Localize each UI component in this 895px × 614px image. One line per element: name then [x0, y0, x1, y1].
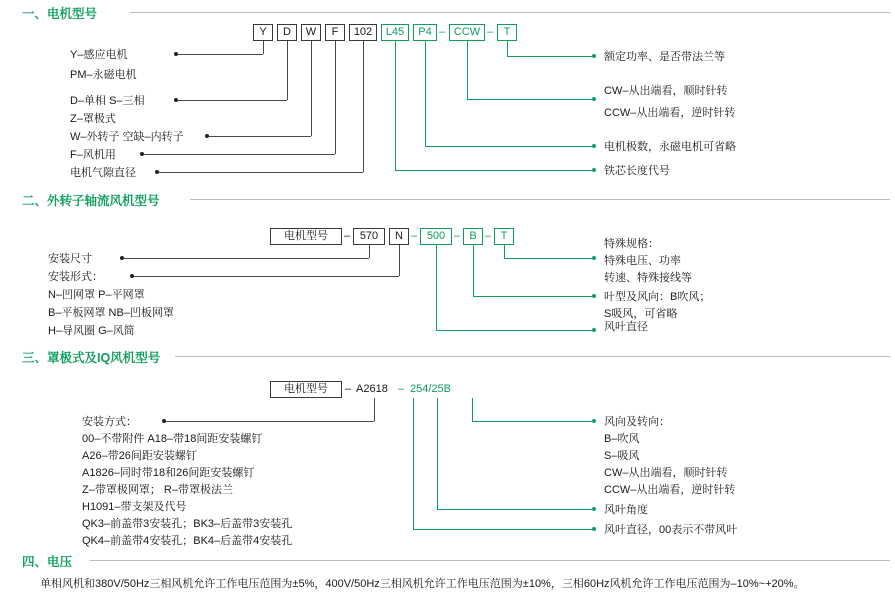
code-box-p4: P4 [413, 24, 437, 41]
code-separator: – [411, 230, 418, 242]
leader-line [369, 245, 370, 258]
leader-dot [592, 507, 596, 511]
s3-left-label-5: H1091–带支架及代号 [82, 501, 187, 513]
section-4-rule [90, 560, 890, 561]
s3-right-label-2: S–吸风 [604, 450, 640, 462]
s2-left-label-4: H–导风圈 G–风简 [48, 325, 135, 337]
code-separator: – [454, 230, 461, 242]
leader-line [159, 172, 363, 173]
code-box-d: D [277, 24, 297, 41]
leader-line [209, 136, 311, 137]
leader-line [178, 54, 263, 55]
code-box-l45: L45 [381, 24, 409, 41]
code-box-w: W [301, 24, 321, 41]
code-box-500: 500 [420, 228, 452, 245]
s2-left-label-3: B–平板网罩 NB–凹板网罩 [48, 307, 174, 319]
leader-line [124, 258, 369, 259]
leader-line [399, 245, 400, 276]
section-3-rule [175, 356, 890, 357]
code-separator-2: – [487, 26, 494, 38]
section-1-title: 一、电机型号 [22, 7, 98, 21]
section-4-title: 四、电压 [22, 555, 73, 569]
s2-left-label-2: N–凹网罩 P–平网罩 [48, 289, 145, 301]
leader-line [473, 296, 592, 297]
s2-right-label-5: 风叶直径 [604, 321, 648, 333]
code-box-t: T [497, 24, 517, 41]
s3-left-label-0: 安装方式： [82, 416, 137, 428]
leader-line [507, 56, 592, 57]
leader-dot [592, 419, 596, 423]
leader-line [395, 41, 396, 170]
leader-dot [592, 97, 596, 101]
code-separator: – [485, 230, 492, 242]
leader-line [363, 41, 364, 172]
leader-line [413, 398, 414, 529]
section-2-rule [190, 199, 890, 200]
section-2-title: 二、外转子轴流风机型号 [22, 194, 160, 208]
s1-left-label-1: PM–永磁电机 [70, 69, 137, 81]
leader-line [472, 398, 473, 421]
section-1-rule [130, 12, 890, 13]
s3-left-label-6: QK3–前盖带3安装孔；BK3–后盖带3安装孔 [82, 518, 293, 530]
s3-left-label-7: QK4–前盖带4安装孔；BK4–后盖带4安装孔 [82, 535, 293, 547]
code-box-t2: T [494, 228, 514, 245]
s1-left-label-2: D–单相 S–三相 [70, 95, 145, 107]
s2-right-label-1: 特殊电压、功率 [604, 255, 681, 267]
leader-dot [592, 294, 596, 298]
code-box-y: Y [253, 24, 273, 41]
leader-dot [592, 54, 596, 58]
leader-line [413, 529, 592, 530]
leader-line [507, 41, 508, 56]
leader-line [178, 100, 287, 101]
leader-dot [592, 527, 596, 531]
s1-left-label-3: Z–罩极式 [70, 113, 116, 125]
s3-left-label-1: 00–不带附件 A18–带18间距安装螺钉 [82, 433, 263, 445]
s3-right-label-0: 风向及转向： [604, 416, 670, 428]
s3-left-label-3: A1826–同时带18和26间距安装螺钉 [82, 467, 255, 479]
s2-right-label-2: 转速、特殊接线等 [604, 272, 692, 284]
code-box-motor-model-3: 电机型号 [270, 381, 342, 398]
leader-line [467, 41, 468, 99]
leader-line [311, 41, 312, 136]
s3-left-label-4: Z–带罩极网罩； R–带罩极法兰 [82, 484, 233, 496]
s1-right-label-3: 电机极数，永磁电机可省略 [604, 141, 736, 153]
leader-line [436, 245, 437, 330]
s1-left-label-6: 电机气隙直径 [70, 167, 136, 179]
code-box-b: B [463, 228, 483, 245]
leader-line [437, 509, 592, 510]
code-text-a2618: A2618 [356, 383, 388, 395]
leader-dot [592, 144, 596, 148]
code-box-102: 102 [349, 24, 377, 41]
leader-line [134, 276, 399, 277]
code-separator: – [344, 230, 351, 242]
s1-right-label-4: 铁芯长度代号 [604, 165, 670, 177]
leader-line [287, 41, 288, 100]
leader-line [472, 421, 592, 422]
s2-right-label-4: S吸风，可省略 [604, 308, 678, 320]
code-text-254-25b: 254/25B [410, 383, 451, 395]
leader-line [504, 258, 592, 259]
code-separator: – [345, 383, 352, 395]
code-box-f: F [325, 24, 345, 41]
leader-line [395, 170, 592, 171]
leader-line [473, 245, 474, 296]
s2-right-label-3: 叶型及风向：B吹风； [604, 291, 711, 303]
leader-line [374, 398, 375, 421]
s3-left-label-2: A26–带26间距安装螺钉 [82, 450, 197, 462]
code-box-570: 570 [353, 228, 385, 245]
leader-line [263, 41, 264, 54]
s3-right-label-6: 风叶直径，00表示不带风叶 [604, 524, 738, 536]
code-separator: – [398, 383, 405, 395]
s1-right-label-2: CCW–从出端看，逆时针转 [604, 107, 736, 119]
s1-left-label-0: Y–感应电机 [70, 49, 128, 61]
code-box-motor-model-2: 电机型号 [270, 228, 342, 245]
leader-line [504, 245, 505, 258]
code-box-ccw: CCW [449, 24, 485, 41]
code-separator-1: – [439, 26, 446, 38]
s1-left-label-5: F–风机用 [70, 149, 116, 161]
s2-right-label-0: 特殊规格： [604, 238, 659, 250]
leader-line [467, 99, 592, 100]
leader-line [437, 398, 438, 509]
s3-right-label-4: CCW–从出端看，逆时针转 [604, 484, 736, 496]
leader-dot [592, 168, 596, 172]
leader-dot [592, 328, 596, 332]
leader-line [436, 330, 592, 331]
leader-line [335, 41, 336, 154]
code-box-n: N [389, 228, 409, 245]
leader-line [425, 146, 592, 147]
section-3-title: 三、罩极式及IQ风机型号 [22, 351, 161, 365]
s1-right-label-1: CW–从出端看，顺时针转 [604, 85, 728, 97]
leader-line [166, 421, 374, 422]
s2-left-label-0: 安装尺寸 [48, 253, 92, 265]
section-4-paragraph: 单相风机和380V/50Hz三相风机允许工作电压范围为±5%，400V/50Hz三相风机允许工作电压范围为±10%，三相60Hz风机允许工作电压范围为–10%~+20%。 [40, 578, 805, 590]
s3-right-label-1: B–吹风 [604, 433, 640, 445]
s1-left-label-4: W–外转子 空缺–内转子 [70, 131, 184, 143]
s2-left-label-1: 安装形式： [48, 271, 103, 283]
leader-line [425, 41, 426, 146]
s3-right-label-3: CW–从出端看，顺时针转 [604, 467, 728, 479]
leader-dot [592, 256, 596, 260]
s1-right-label-0: 额定功率、是否带法兰等 [604, 51, 725, 63]
s3-right-label-5: 风叶角度 [604, 504, 648, 516]
leader-line [144, 154, 335, 155]
